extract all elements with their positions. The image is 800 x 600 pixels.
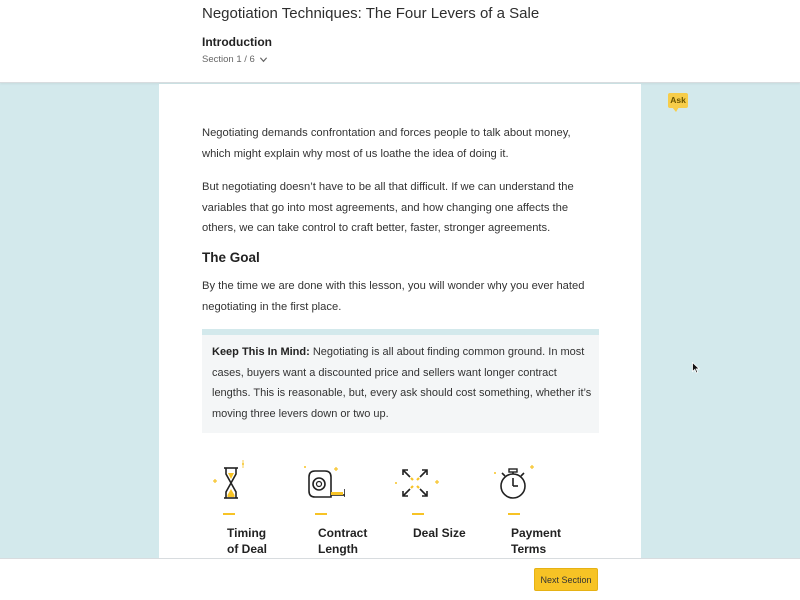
mouse-cursor-icon [692,362,700,374]
goal-paragraph: By the time we are done with this lesson, you will wonder why you ever hated negotiating in the first place. [202,280,585,313]
lever-deal-size [392,459,482,540]
ask-label: Ask [668,93,688,108]
section-selector[interactable] [202,54,268,65]
keep-in-mind-callout [202,329,599,433]
callout-text [212,342,592,424]
intro-paragraph-2: But negotiating doesn’t have to be all that difficult. If we can understand the variables that go into most agreements, and how changing one affects the others, we can take control to craft better, faster, stronger agreements. [202,181,574,234]
next-section-button[interactable]: Next Section [534,568,598,591]
ask-button[interactable] [668,93,688,111]
intro-paragraph-1: Negotiating demands confrontation and forces people to talk about money, which might explain why most of us loathe the idea of doing it. [202,127,571,160]
lever-payment-terms [488,459,578,556]
tape-measure-icon [295,459,345,505]
lever-label: Deal Size [413,526,466,540]
accent-dash [223,513,235,516]
stopwatch-icon [488,459,538,505]
goal-heading: The Goal [202,250,260,265]
course-title: Negotiation Techniques: The Four Levers of a Sale [202,5,540,22]
lever-label: Contract Length [318,526,368,556]
hourglass-icon [203,459,253,505]
lever-label: Payment Terms [511,526,562,556]
lesson-header [0,0,800,83]
lever-label: Timing of Deal [227,526,268,556]
section-indicator: Section 1 / 6 [202,54,255,65]
lesson-footer [0,558,800,600]
lesson-title: Introduction [202,35,272,49]
accent-dash [315,513,327,516]
accent-dash [412,513,424,516]
expand-arrows-icon [392,459,442,505]
chevron-down-icon [259,55,268,64]
speech-bubble-tail [672,107,679,112]
callout-label: Keep This In Mind: [212,346,310,358]
callout-body: Negotiating is all about finding common ground. In most cases, buyers want a discounted price and sellers want longer contract lengths. This is reasonable, but, every ask should cost something, whether it’s moving three levers down or two up. [212,346,592,420]
accent-dash [508,513,520,516]
lever-timing-of-deal [203,459,293,556]
lever-contract-length [295,459,385,556]
lesson-content [159,84,641,558]
